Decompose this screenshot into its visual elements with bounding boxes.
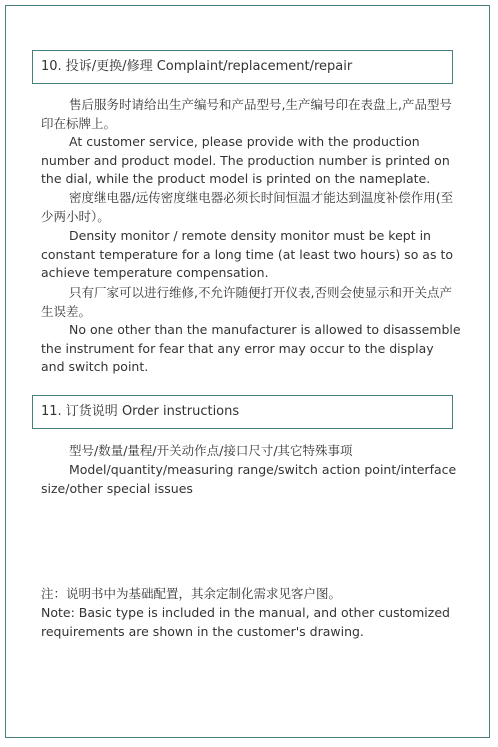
section-10-paragraph-en-1: At customer service, please provide with the production number and product model. The production number is printed on the dial, while the product model is printed on the nameplate. — [41, 134, 450, 186]
section-10-paragraph-en-3: No one other than the manufacturer is allowed to disassemble the instrument for fear that any error may occur to the display and switch point. — [41, 322, 461, 374]
section-11-paragraph-en: Model/quantity/measuring range/switch action point/interface size/other special issues — [41, 462, 457, 496]
section-10-paragraph-cn-3: 只有厂家可以进行维修,不允许随便打开仪表,否则会使显示和开关点产生误差。 — [41, 285, 452, 319]
note-chinese: 注：说明书中为基础配置，其余定制化需求见客户图。 — [41, 586, 342, 601]
section-11-heading: 11. 订货说明 Order instructions — [32, 395, 453, 429]
section-10-paragraph-cn-2: 密度继电器/远传密度继电器必须长时间恒温才能达到温度补偿作用(至少两小时）。 — [41, 190, 454, 224]
section-10-heading: 10. 投诉/更换/修理 Complaint/replacement/repair — [32, 50, 453, 84]
section-11-paragraph-cn: 型号/数量/量程/开关动作点/接口尺寸/其它特殊事项 — [69, 443, 353, 458]
section-10-paragraph-cn-1: 售后服务时请给出生产编号和产品型号,生产编号印在表盘上,产品型号印在标牌上。 — [41, 97, 452, 131]
note-english: Note: Basic type is included in the manual, and other customized requirements are shown in the customer's drawing. — [41, 605, 450, 639]
section-10-paragraph-en-2: Density monitor / remote density monitor must be kept in constant temperature for a long time (at least two hours) so as to achieve temperature compensation. — [41, 228, 454, 280]
